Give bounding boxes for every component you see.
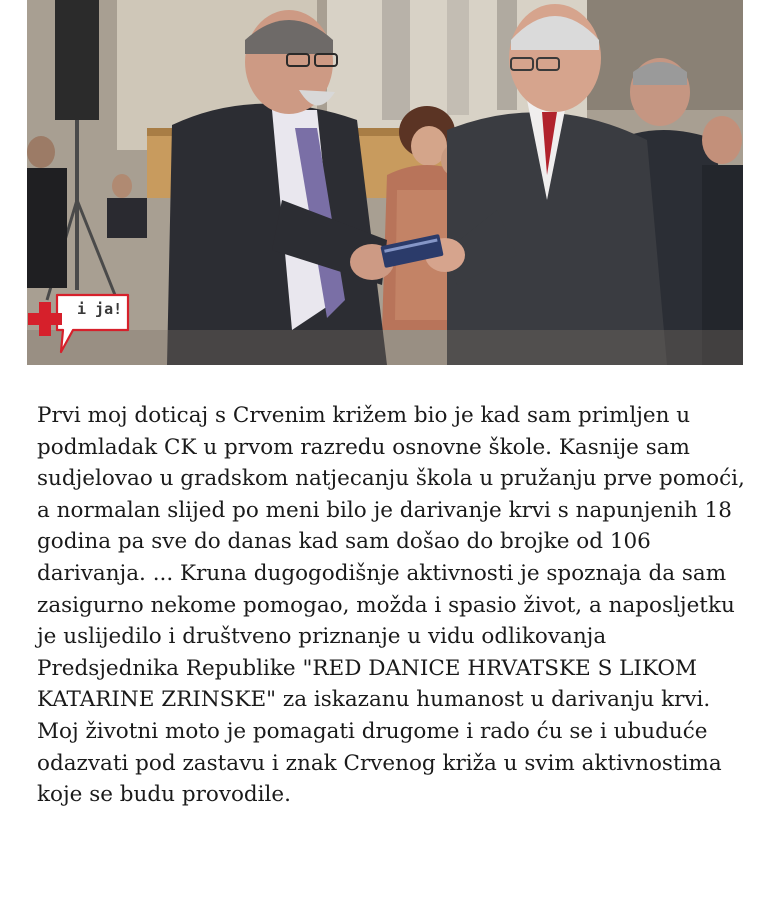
article-paragraph: Prvi moj doticaj s Crvenim križem bio je kad sam primljen u podmladak CK u prvom razredu osnovne škole. Kasnije sam sudjelovao u gradskom natjecanju škola u pružanju prve pomoći, a normalan slijed po meni bilo je darivanje krvi s napunjenih 18 godina pa sve do danas kad sam došao do brojke od 106 darivanja. ... Kruna dugogodišnje aktivnosti je spoznaja da sam zasigurno nekome pomogao, možda i spasio život, a naposljetku je uslijedilo i društveno priznanje u vidu odlikovanja Predsjednika Republike "RED DANICE HRVATSKE S LIKOM KATARINE ZRINSKE" za iskazanu humanost u darivanju krvi. Moj životni moto je pomagati drugome i rado ću se i ubuduće odazvati pod zastavu i znak Crvenog križa u svim aktivnostima koje se budu provodile.: [37, 403, 745, 808]
badge-label: i ja!: [77, 300, 123, 318]
award-ceremony-photo: [27, 0, 743, 365]
red-cross-badge: [27, 292, 137, 362]
article-body: [37, 400, 749, 811]
